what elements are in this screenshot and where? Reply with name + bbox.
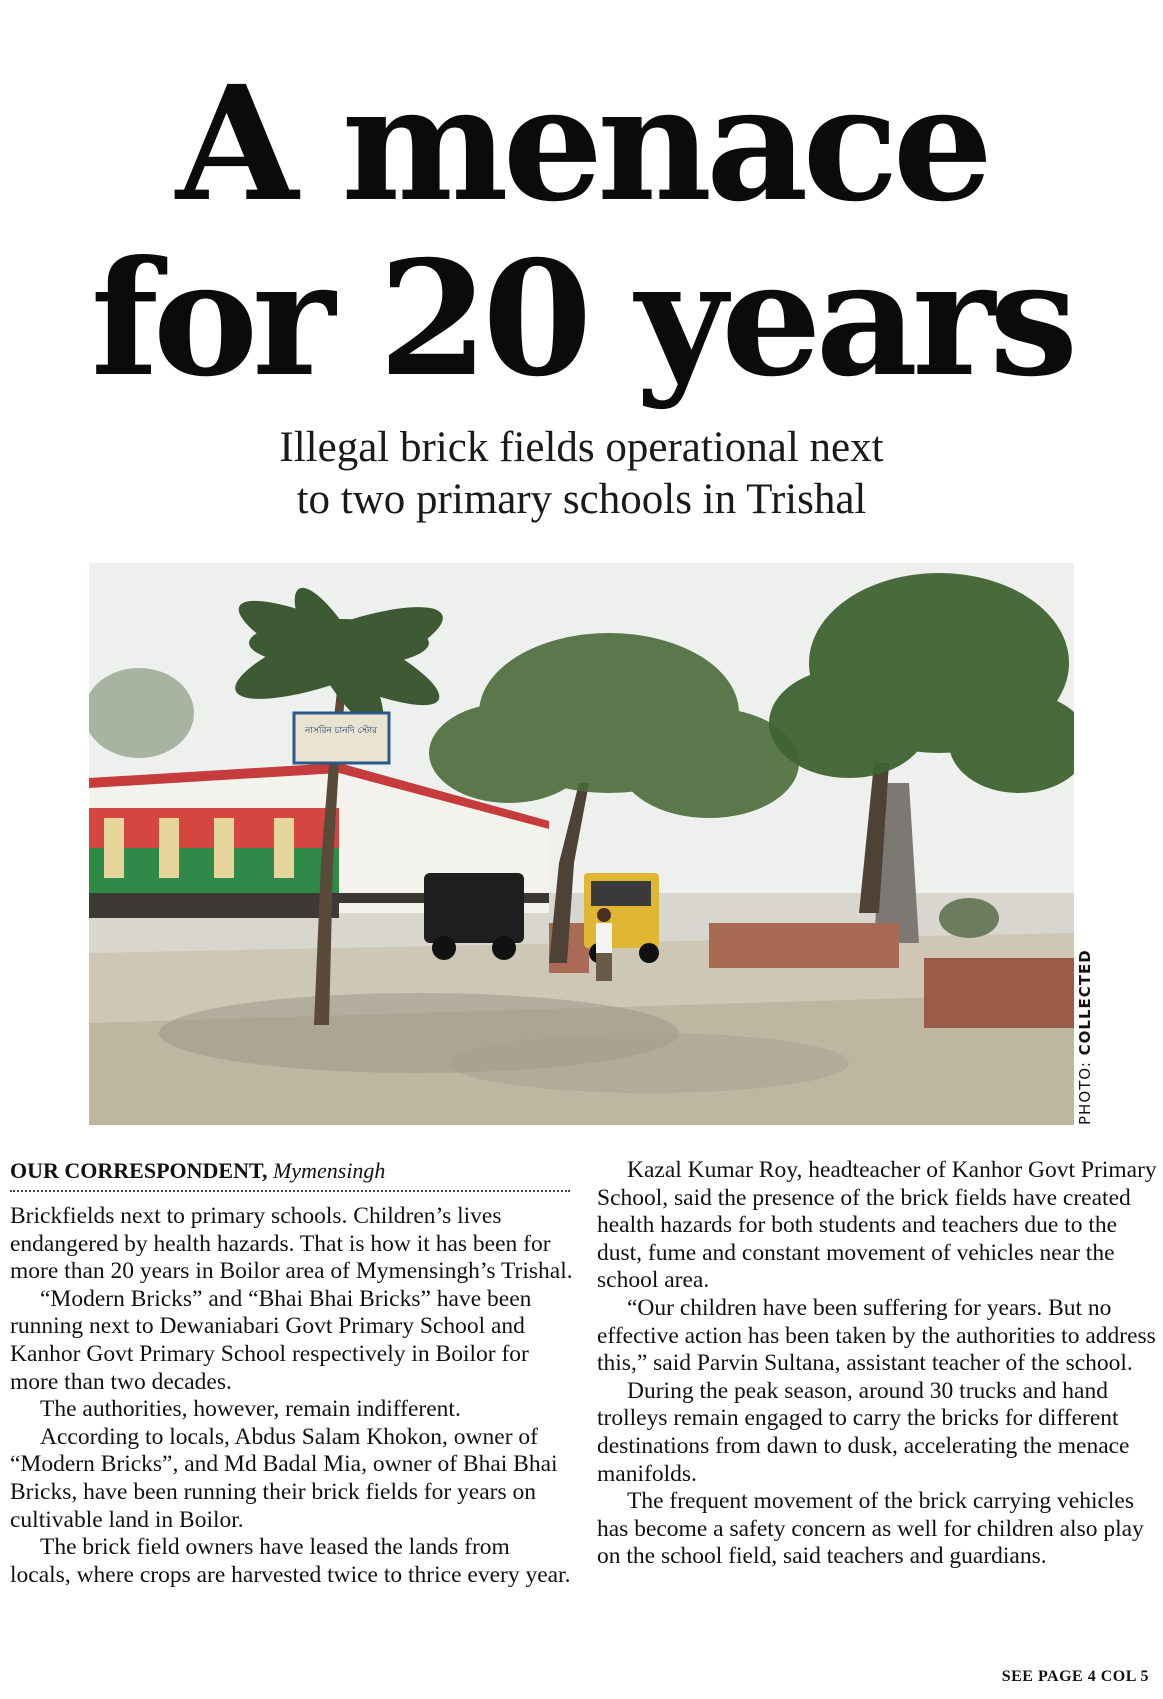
continued-jump-line[interactable]: SEE PAGE 4 COL 5 [1001,1668,1149,1685]
paragraph: The brick field owners have leased the lands from locals, where crops are harvested twice to thrice every year. [10,1534,571,1588]
paragraph: According to locals, Abdus Salam Khokon, owner of “Modern Bricks”, and Md Badal Mia, owner of Bhai Bhai Bricks, have been running their brick fields for years on cultivable land in Boilor. [10,1423,558,1533]
byline [10,1158,385,1184]
sign-text: নাসরিন চানদি স্টোর [304,726,378,736]
article-column-2 [597,1157,1157,1571]
paragraph: Brickfields next to primary schools. Children’s lives endangered by health hazards. That is how it has been for more than 20 years in Boilor area of Mymensingh’s Trishal. [10,1203,573,1285]
news-photo [89,563,1074,1125]
deck-line-1: Illegal brick fields operational next [279,424,884,471]
paragraph: The authorities, however, remain indifferent. [40,1396,461,1423]
paragraph: The frequent movement of the brick carrying vehicles has become a safety concern as well for children also play on the school field, said teachers and guardians. [597,1488,1144,1570]
deck-line-2: to two primary schools in Trishal [296,476,867,523]
paragraph: During the peak season, around 30 trucks and hand trolleys remain engaged to carry the bricks for different destinations from dawn to dusk, accelerating the menace manifolds. [597,1377,1130,1487]
article-column-1 [10,1203,575,1589]
paragraph: “Our children have been suffering for years. But no effective action has been taken by the authorities to address this,” said Parvin Sultana, assistant teacher of the school. [597,1294,1156,1377]
paragraph: Kazal Kumar Roy, headteacher of Kanhor Govt Primary School, said the presence of the brick fields have created health hazards for both students and teachers due to the dust, fume and constant movement of vehicles near the school area. [597,1157,1157,1294]
byline-place: Mymensingh [273,1158,386,1183]
photo-credit [1076,925,1094,1125]
byline-divider [10,1190,570,1192]
photo-credit-name: COLLECTED [1076,949,1094,1056]
headline-line-2: for 20 years [90,227,1073,412]
paragraph: “Modern Bricks” and “Bhai Bhai Bricks” have been running next to Dewaniabari Govt Primary School and Kanhor Govt Primary School respectively in Boilor for more than two decades. [10,1285,532,1395]
byline-name: OUR CORRESPONDENT, [10,1158,268,1183]
photo-credit-prefix: PHOTO: [1076,1055,1094,1125]
headline-line-1: A menace [175,52,988,237]
